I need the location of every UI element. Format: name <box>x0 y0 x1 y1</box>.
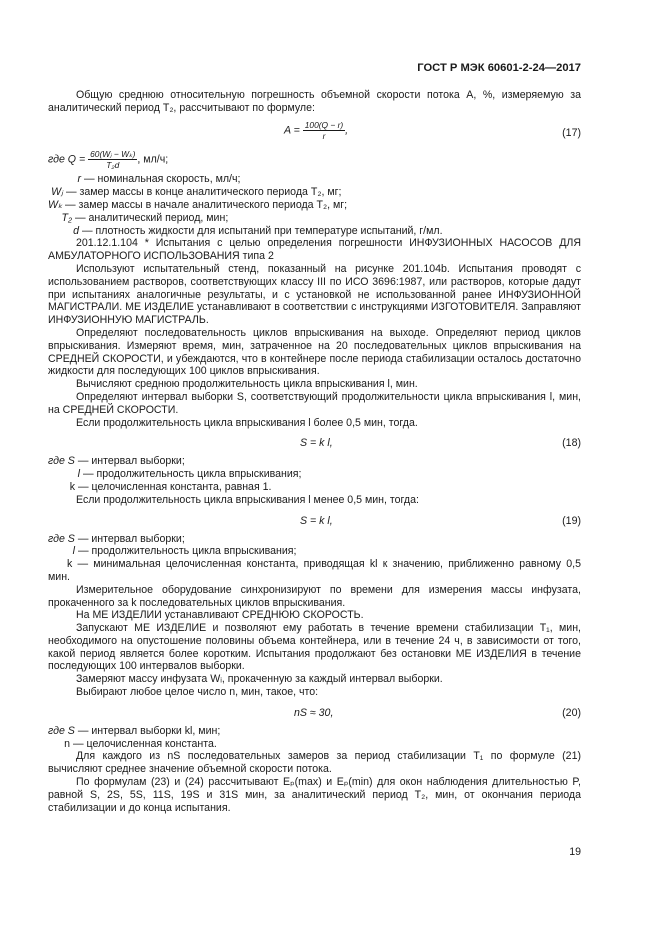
definition-text: — целочисленная константа. <box>72 737 217 750</box>
definition-symbol: l <box>72 545 75 558</box>
q-fraction <box>88 149 137 170</box>
formula-19-expression: S = k l, <box>300 514 333 527</box>
definition-item <box>48 199 581 212</box>
paragraph-injection-cycles: Определяют последовательность циклов впрыскивания на выходе. Определяют период циклов впрыскивания. Измеряют время, мин, затраченное на 20 последовательных циклов впрыскивания на CРЕДНЕЙ СКОРОСТИ, и убеждаются, что в контейнере после периода стабилизации осталось достаточно жидкости для последующих 100 циклов впрыскивания. <box>48 326 581 378</box>
where-q-tail: , мл/ч; <box>137 153 169 166</box>
definition-text: — интервал выборки kl, мин; <box>77 724 221 737</box>
intro-paragraph: Общую среднюю относительную погрешность объемной скорости потока A, %, измеряемую за аналитический период T₂, рассчитывают по формуле: <box>48 88 581 114</box>
formula-20-number: (20) <box>562 706 581 719</box>
definition-text: — номинальная скорость, мл/ч; <box>83 173 241 186</box>
q-numerator: 60(Wⱼ − Wₖ) <box>90 149 136 160</box>
formula-17-fraction <box>303 120 345 141</box>
paragraph-ep-calc: По формулам (23) и (24) рассчитывают Eₚ(max) и Eₚ(min) для окон наблюдения длительностью P, равной S, 2S, 5S, 11S, 19S и 31S мин, за аналитический период T₂, мин, от окончания периода стабилизации и до конца испытания. <box>48 776 581 814</box>
formula-17-lhs: A = <box>284 124 300 137</box>
definition-text: — продолжительность цикла впрыскивания; <box>77 545 297 558</box>
definition-symbol: k <box>69 480 75 493</box>
formula-18-number: (18) <box>562 437 581 450</box>
q-denominator: T₂d <box>106 160 120 171</box>
formula-19-number: (19) <box>562 514 581 527</box>
definitions-18 <box>48 455 581 493</box>
formula-17-numerator: 100(Q − r) <box>304 120 344 131</box>
definition-text: — продолжительность цикла впрыскивания; <box>82 468 302 481</box>
paragraph-test-stand: Используют испытательный стенд, показанный на рисунке 201.104b. Испытания проводят с использованием растворов, соответствующих классу III по ИСО 3696:1987, или растворов, которые дадут при испытаниях аналогичные результаты, и с установкой не использованной ранее ИНФУЗИОННОЙ МАГИСТРАЛИ. МЕ ИЗДЕЛИЕ устанавливают в соответствии с инструкциями ИЗГОТОВИТЕЛЯ. Заправляют ИНФУЗИОННУЮ МАГИСТРАЛЬ. <box>48 262 581 327</box>
definition-item <box>48 455 581 468</box>
paragraph-set-rate: На МЕ ИЗДЕЛИИ устанавливают СРЕДНЮЮ СКОРОСТЬ. <box>76 609 364 622</box>
definition-k-minimal: k — минимальная целочисленная константа, приводящая kl к значению, приближенно равному 0,5 мин. <box>48 558 581 583</box>
definition-symbol: r <box>77 173 81 186</box>
definition-symbol: Wⱼ <box>51 186 63 199</box>
definition-symbol: где S <box>48 532 75 545</box>
definition-item <box>48 173 581 186</box>
definition-item <box>48 186 581 199</box>
definition-text: — интервал выборки; <box>77 455 185 468</box>
paragraph-sync: Измерительное оборудование синхронизируют по времени для измерения массы инфузата, прокаченного за k последовательных циклов впрыскивания. <box>48 583 581 609</box>
definition-text: — замер массы в конце аналитического периода T₂, мг; <box>65 186 342 199</box>
formula-18 <box>48 437 581 452</box>
formula-17-number: (17) <box>562 127 581 140</box>
formula-18-expression: S = k l, <box>300 437 333 450</box>
definition-symbol: где S <box>48 455 75 468</box>
definitions-20 <box>48 725 581 751</box>
definition-text: — аналитический период, мин; <box>74 211 229 224</box>
section-201-12-1-104: 201.12.1.104 * Испытания с целью определения погрешности ИНФУЗИОННЫХ НАСОСОВ ДЛЯ АМБУЛАТОРНОГО ИСПОЛЬЗОВАНИЯ типа 2 <box>48 237 581 263</box>
formula-19 <box>48 515 581 530</box>
definition-symbol: d <box>73 224 79 237</box>
paragraph-choose-n: Выбирают любое целое число n, мин, такое, что: <box>76 686 319 699</box>
paragraph-mean-duration: Вычисляют среднюю продолжительность цикла впрыскивания l, мин. <box>76 378 418 391</box>
where-q-line <box>48 149 581 170</box>
paragraph-condition-more: Если продолжительность цикла впрыскивания l более 0,5 мин, тогда. <box>76 416 418 429</box>
definition-item <box>48 481 581 494</box>
definition-item <box>48 533 581 546</box>
definition-symbol: l <box>77 468 80 481</box>
formula-17 <box>48 120 581 146</box>
formula-17-tail: , <box>345 124 349 137</box>
paragraph-condition-less: Если продолжительность цикла впрыскивания l менее 0,5 мин, тогда: <box>76 493 419 506</box>
definitions-19 <box>48 533 581 584</box>
definition-item <box>48 212 581 225</box>
definition-symbol: T₂ <box>61 211 72 224</box>
definition-item <box>48 725 581 738</box>
definition-item <box>48 738 581 751</box>
definition-item <box>48 468 581 481</box>
definition-text: — замер массы в начале аналитического периода T₂, мг; <box>64 198 348 211</box>
paragraph-mean-flow: Для каждого из nS последовательных замеров за период стабилизации T₁ по формуле (21) вычисляют среднее значение объемной скорости потока. <box>48 750 581 776</box>
definition-text: — плотность жидкости для испытаний при температуре испытаний, г/мл. <box>81 224 443 237</box>
where-q-prefix: где Q = <box>48 153 86 166</box>
definition-item <box>48 545 581 558</box>
formula-17-denominator: r <box>322 131 326 142</box>
standard-header: ГОСТ Р МЭК 60601-2-24—2017 <box>417 62 581 74</box>
formula-20-expression: nS ≈ 30, <box>294 706 334 719</box>
formula-20 <box>48 707 581 722</box>
page-number: 19 <box>569 846 581 858</box>
formula-17-expression <box>284 120 348 141</box>
definitions-17 <box>48 173 581 237</box>
paragraph-measure-mass: Замеряют массу инфузата Wᵢ, прокаченную за каждый интервал выборки. <box>76 673 443 686</box>
paragraph-stabilization: Запускают МЕ ИЗДЕЛИЕ и позволяют ему работать в течение времени стабилизации T₁, мин, необходимого на опустошение половины объема контейнера, или в течение 24 ч, в зависимости от того, какой период является более коротким. Испытания продолжают без остановки МЕ ИЗДЕЛИЯ в течение последующих 100 интервалов выборки. <box>48 622 581 673</box>
definition-symbol: Wₖ <box>48 198 63 211</box>
paragraph-sampling-interval: Определяют интервал выборки S, соответствующий продолжительности цикла впрыскивания l, мин, на CРЕДНЕЙ СКОРОСТИ. <box>48 390 581 416</box>
definition-text: — интервал выборки; <box>77 532 185 545</box>
definition-symbol: n <box>64 737 70 750</box>
definition-item <box>48 225 581 238</box>
definition-symbol: где S <box>48 724 75 737</box>
definition-text: — целочисленная константа, равная 1. <box>77 480 272 493</box>
